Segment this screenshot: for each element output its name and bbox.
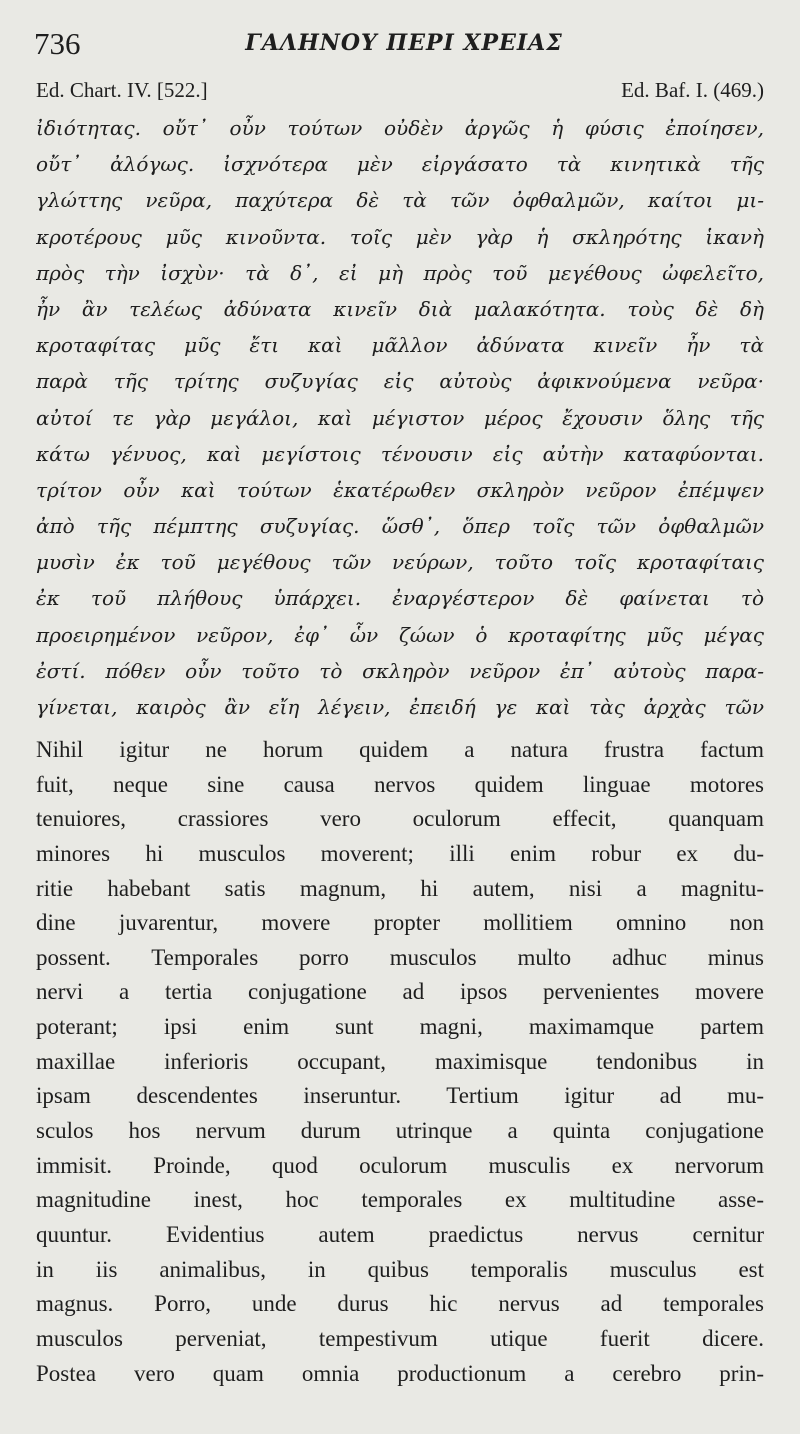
greek-line: ἀπὸ τῆς πέμπτης συζυγίας. ὥσθ᾽, ὅπερ τοῖς τῶν ὀφθαλμῶν [36,514,764,539]
latin-line: immisit. Proinde, quod oculorum musculis ex nervorum [36,1152,764,1178]
greek-text-block [36,110,764,725]
latin-line: ipsam descendentes inseruntur. Tertium igitur ad mu- [36,1083,764,1109]
greek-line: ἐκ τοῦ πλήθους ὑπάρχει. ἐναργέστερον δὲ φαίνεται τὸ [36,586,764,611]
greek-line: ἦν ἂν τελέως ἀδύνατα κινεῖν διὰ μαλακότητα. τοὺς δὲ δὴ [36,296,764,321]
edition-right: Ed. Baf. I. (469.) [621,78,764,102]
greek-line: αὐτοί τε γὰρ μεγάλοι, καὶ μέγιστον μέρος ἔχουσιν ὅλης τῆς [36,405,764,430]
edition-references [36,78,764,108]
latin-line: Postea vero quam omnia productionum a cerebro prin- [36,1360,764,1386]
greek-line: γίνεται, καιρὸς ἂν εἴη λέγειν, ἐπειδή γε καὶ τὰς ἀρχὰς τῶν [36,695,764,719]
latin-line: magnus. Porro, unde durus hic nervus ad temporales [36,1291,764,1317]
greek-line: κροτέρους μῦς κινοῦντα. τοῖς μὲν γὰρ ἡ σκληρότης ἱκανὴ [36,224,764,249]
greek-line: μυσὶν ἐκ τοῦ μεγέθους τῶν νεύρων, τοῦτο τοῖς κροταφίταις [36,550,764,575]
greek-line: τρίτον οὖν καὶ τούτων ἑκατέρωθεν σκληρὸν νεῦρον ἐπέμψεν [36,477,764,502]
latin-line: tenuiores, crassiores vero oculorum effecit, quanquam [36,806,764,832]
running-title: ΓΑΛΗΝΟΥ ΠΕΡΙ ΧΡΕΙΑΣ [245,30,563,56]
latin-line: ritie habebant satis magnum, hi autem, nisi a magnitu- [36,875,764,901]
latin-line: dine juvarentur, movere propter mollitiem omnino non [36,910,764,936]
greek-line: οὔτ᾽ ἀλόγως. ἰσχνότερα μὲν εἰργάσατο τὰ κινητικὰ τῆς [36,152,764,177]
latin-line: Nihil igitur ne horum quidem a natura frustra factum [36,737,764,762]
latin-line: fuit, neque sine causa nervos quidem linguae motores [36,771,764,797]
latin-line: nervi a tertia conjugatione ad ipsos pervenientes movere [36,979,764,1005]
greek-line: κάτω γένυος, καὶ μεγίστοις τένουσιν εἰς αὐτὴν καταφύονται. [36,441,764,466]
greek-line: πρὸς τὴν ἰσχὺν· τὰ δ᾽, εἰ μὴ πρὸς τοῦ μεγέθους ὠφελεῖτο, [36,260,764,285]
greek-line: κροταφίτας μῦς ἔτι καὶ μᾶλλον ἀδύνατα κινεῖν ἦν τὰ [36,333,764,358]
latin-line: magnitudine inest, hoc temporales ex multitudine asse- [36,1187,764,1213]
edition-left: Ed. Chart. IV. [522.] [36,78,208,102]
greek-line: ἐστί. πόθεν οὖν τοῦτο τὸ σκληρὸν νεῦρον ἐπ᾽ αὐτοὺς παρα- [36,658,764,683]
greek-line: προειρημένον νεῦρον, ἐφ᾽ ὧν ζώων ὁ κροταφίτης μῦς μέγας [36,622,764,647]
latin-line: musculos perveniat, tempestivum utique fuerit dicere. [36,1325,764,1351]
running-header [34,26,774,66]
greek-line: γλώττης νεῦρα, παχύτερα δὲ τὰ τῶν ὀφθαλμῶν, καίτοι μι- [36,188,764,213]
latin-line: in iis animalibus, in quibus temporalis musculus est [36,1256,764,1282]
latin-line: minores hi musculos moverent; illi enim robur ex du- [36,840,764,866]
latin-line: poterant; ipsi enim sunt magni, maximamque partem [36,1014,764,1040]
latin-text-block [36,733,764,1391]
latin-line: quuntur. Evidentius autem praedictus nervus cernitur [36,1221,764,1247]
latin-line: possent. Temporales porro musculos multo adhuc minus [36,944,764,970]
latin-line: sculos hos nervum durum utrinque a quinta conjugatione [36,1118,764,1144]
greek-line: παρὰ τῆς τρίτης συζυγίας εἰς αὐτοὺς ἀφικνούμενα νεῦρα· [36,369,764,394]
page-number: 736 [34,26,81,61]
greek-line: ἰδιότητας. οὔτ᾽ οὖν τούτων οὐδὲν ἀργῶς ἡ φύσις ἐποίησεν, [36,116,764,140]
latin-line: maxillae inferioris occupant, maximisque tendonibus in [36,1048,764,1074]
